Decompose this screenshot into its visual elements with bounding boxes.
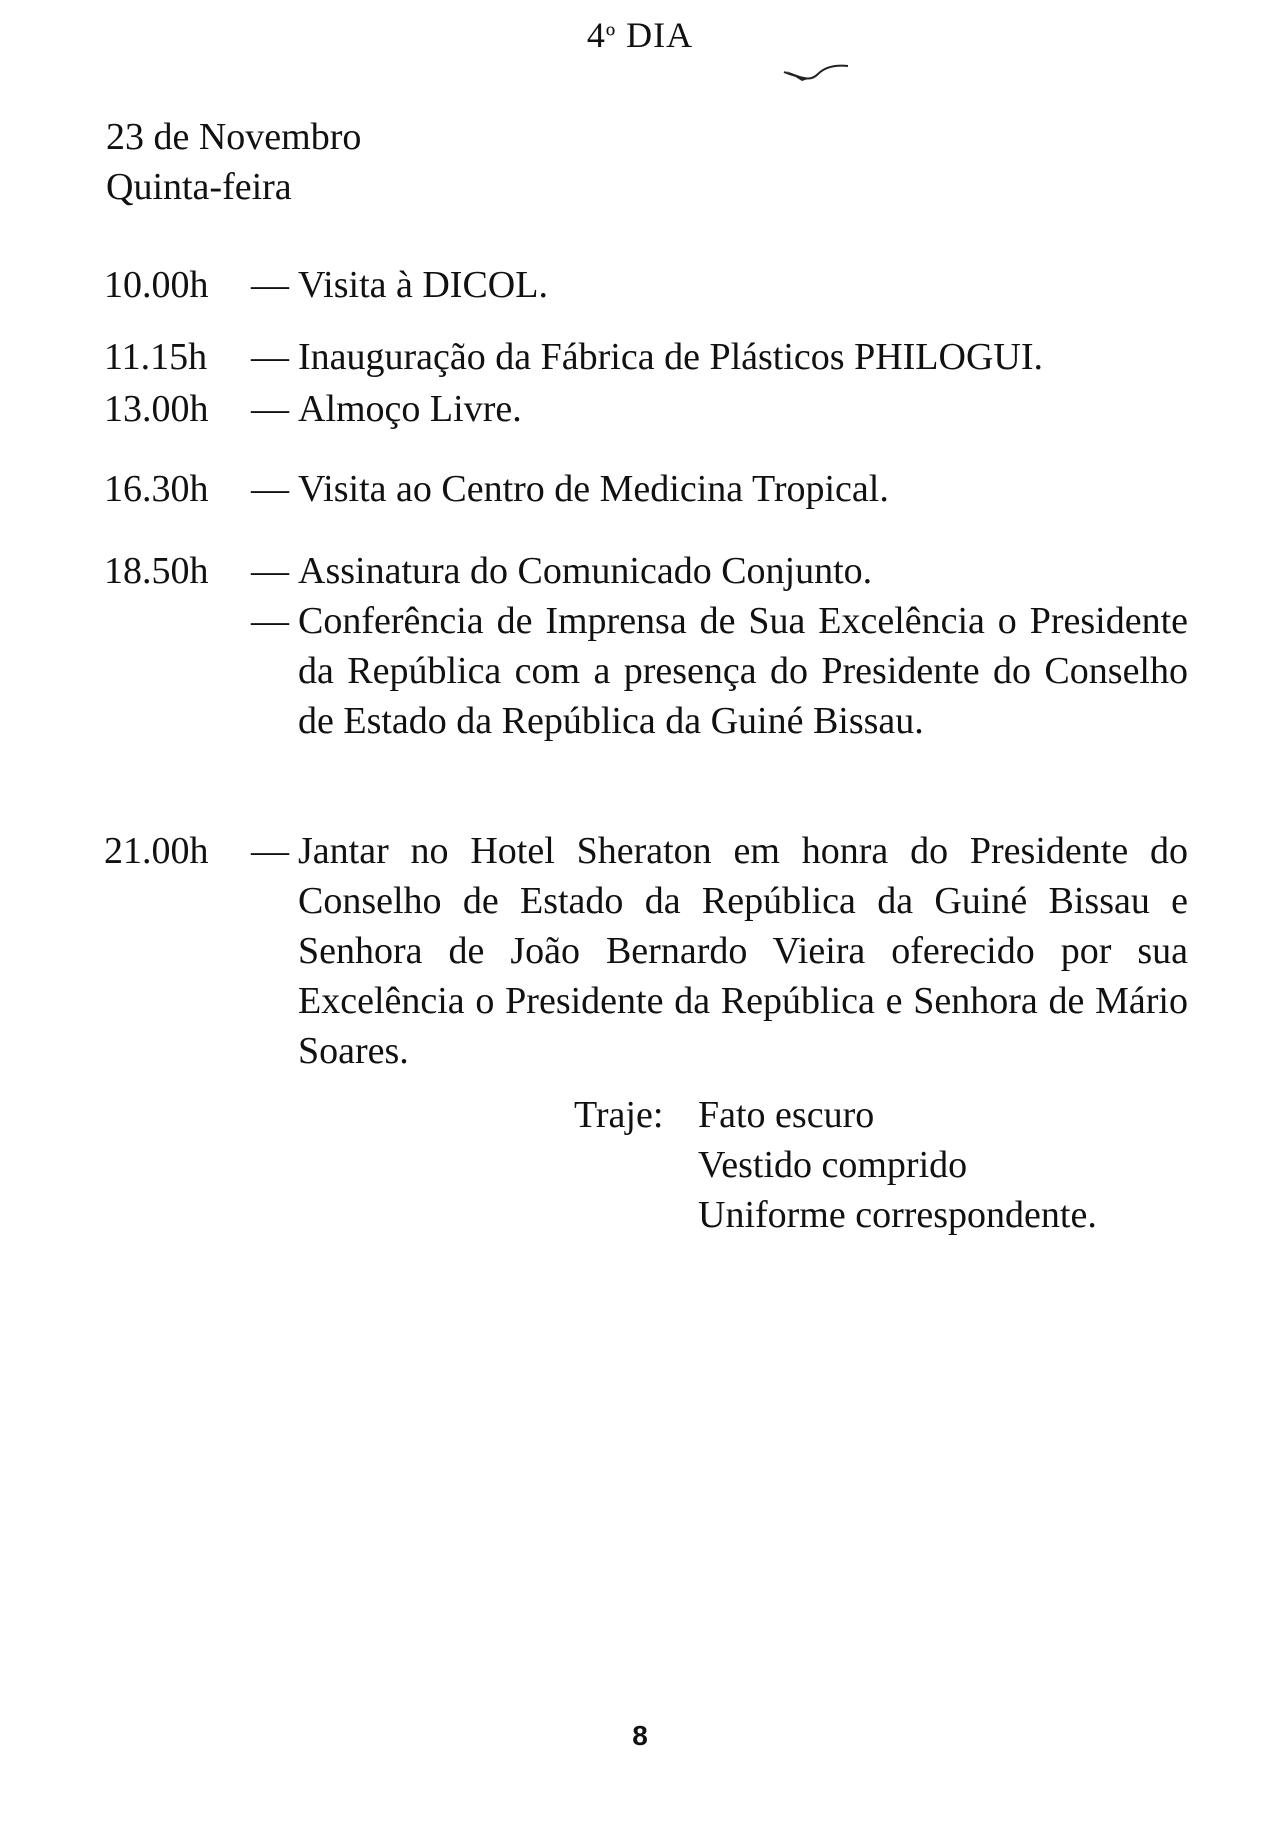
- entry-time: 11.15h: [104, 336, 208, 378]
- entry-dash: —: [251, 388, 289, 430]
- day-label: DIA: [626, 15, 694, 55]
- ink-mark-icon: [782, 62, 852, 88]
- entry-dash: —: [251, 830, 289, 872]
- attire-items: [698, 1090, 1097, 1240]
- attire-item: Vestido comprido: [698, 1144, 968, 1186]
- date-weekday: Quinta-feira: [106, 166, 292, 208]
- entry-time: 18.50h: [104, 550, 209, 592]
- schedule-entry: [104, 260, 1214, 310]
- schedule-entry: [104, 546, 1214, 596]
- entry-time: 21.00h: [104, 830, 209, 872]
- schedule-entry: [104, 826, 1214, 1076]
- day-title: [0, 14, 1280, 56]
- entry-dash: —: [251, 468, 289, 510]
- entry-time: 10.00h: [104, 264, 209, 306]
- day-ordinal: º: [605, 21, 617, 54]
- attire-item: Fato escuro: [698, 1094, 875, 1136]
- date-day: 23 de Novembro: [106, 116, 362, 158]
- entry-text: Visita ao Centro de Medicina Tropical.: [298, 468, 889, 510]
- entry-text: Assinatura do Comunicado Conjunto.: [298, 550, 873, 592]
- date-block: [106, 112, 361, 212]
- entry-text: Jantar no Hotel Sheraton em honra do Presidente do Conselho de Estado da República da Guiné Bissau e Senhora de João Bernardo Vieira oferecido por sua Excelência o Presidente da República e Senhora de Mário Soares.: [298, 830, 1188, 1072]
- page-number: 8: [632, 1720, 648, 1751]
- attire-item: Uniforme correspondente.: [698, 1194, 1097, 1236]
- attire-block: [574, 1090, 1097, 1240]
- entry-text: Inauguração da Fábrica de Plásticos PHILOGUI.: [298, 336, 1043, 378]
- entry-text: Almoço Livre.: [298, 388, 522, 430]
- entry-text: Visita à DICOL.: [298, 264, 548, 306]
- entry-dash: —: [251, 336, 289, 378]
- entry-dash: —: [251, 600, 289, 642]
- entry-time: 16.30h: [104, 468, 209, 510]
- entry-text: Conferência de Imprensa de Sua Excelência o Presidente da República com a presença do Presidente do Conselho de Estado da República da Guiné Bissau.: [298, 600, 1188, 742]
- entry-dash: —: [251, 264, 289, 306]
- schedule-entry: [104, 596, 1214, 746]
- schedule-entry: [104, 384, 1214, 434]
- attire-label: Traje:: [574, 1094, 664, 1136]
- entry-dash: —: [251, 550, 289, 592]
- day-number: 4: [586, 15, 606, 55]
- entry-time: 13.00h: [104, 388, 209, 430]
- schedule-entry: [104, 464, 1214, 514]
- schedule-entry: [104, 332, 1214, 382]
